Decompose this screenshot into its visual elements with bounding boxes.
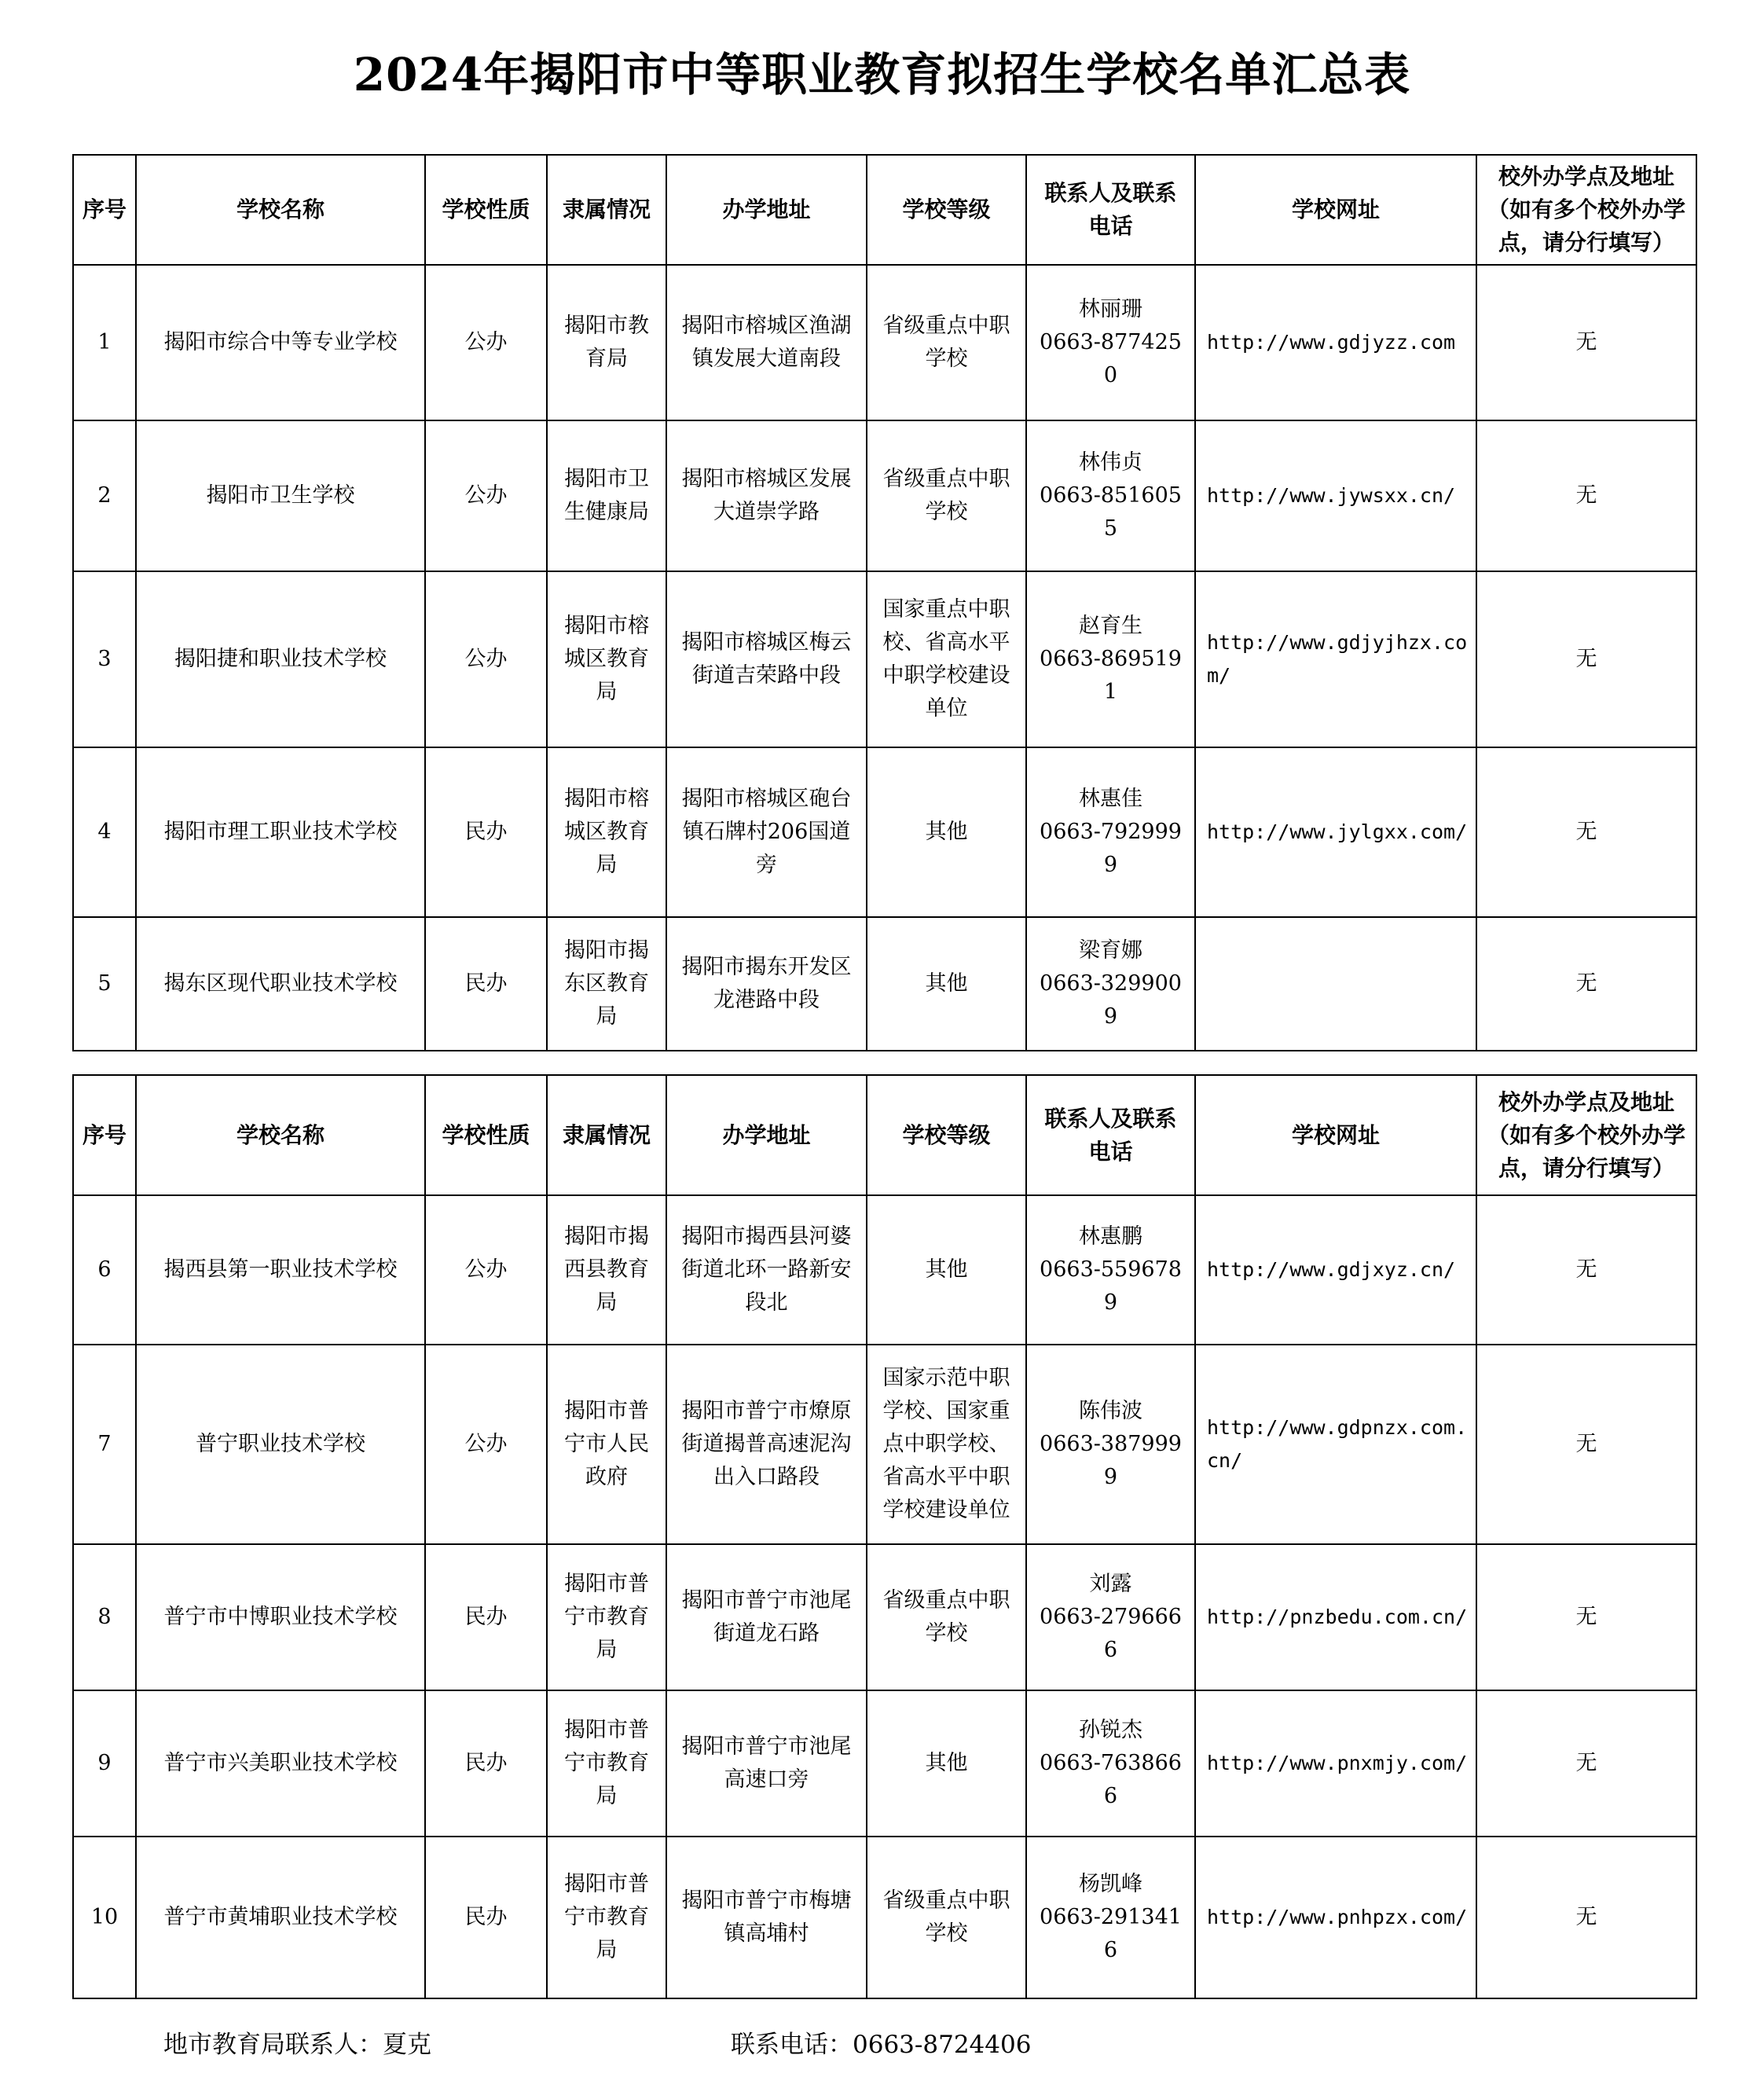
cell-no: 4 <box>73 747 136 917</box>
header-no: 序号 <box>73 155 136 265</box>
table-row <box>73 1345 1696 1544</box>
cell-affiliation: 揭阳市普宁市教育局 <box>547 1690 666 1837</box>
cell-affiliation: 揭阳市榕城区教育局 <box>547 747 666 917</box>
header-grade: 学校等级 <box>867 1075 1026 1195</box>
footer-contact-phone: 联系电话：0663-8724406 <box>731 2031 1032 2059</box>
cell-name: 普宁市中博职业技术学校 <box>136 1544 425 1690</box>
cell-branch: 无 <box>1476 1345 1696 1544</box>
header-nature: 学校性质 <box>425 155 547 265</box>
cell-name: 揭东区现代职业技术学校 <box>136 917 425 1051</box>
cell-branch: 无 <box>1476 747 1696 917</box>
cell-branch: 无 <box>1476 265 1696 420</box>
contact-phone: 0663-7929999 <box>1040 820 1182 877</box>
table-row <box>73 1690 1696 1837</box>
table-row <box>73 747 1696 917</box>
cell-contact <box>1026 917 1195 1051</box>
cell-branch: 无 <box>1476 1837 1696 1998</box>
header-name: 学校名称 <box>136 1075 425 1195</box>
cell-contact <box>1026 571 1195 747</box>
table-row <box>73 1837 1696 1998</box>
cell-website <box>1195 917 1476 1051</box>
cell-no: 6 <box>73 1195 136 1345</box>
cell-branch: 无 <box>1476 1195 1696 1345</box>
contact-phone: 0663-8774250 <box>1040 330 1182 387</box>
table-body-page-2 <box>73 1195 1696 1998</box>
cell-grade: 省级重点中职学校 <box>867 1544 1026 1690</box>
cell-website[interactable]: http://www.gdpnzx.com.cn/ <box>1195 1345 1476 1544</box>
cell-address: 揭阳市普宁市燎原街道揭普高速泥沟出入口路段 <box>666 1345 867 1544</box>
cell-affiliation: 揭阳市榕城区教育局 <box>547 571 666 747</box>
cell-affiliation: 揭阳市教育局 <box>547 265 666 420</box>
contact-name: 林伟贞 <box>1079 450 1142 475</box>
cell-name: 揭西县第一职业技术学校 <box>136 1195 425 1345</box>
cell-nature: 民办 <box>425 917 547 1051</box>
cell-affiliation: 揭阳市普宁市教育局 <box>547 1837 666 1998</box>
cell-address: 揭阳市揭西县河婆街道北环一路新安段北 <box>666 1195 867 1345</box>
cell-nature: 公办 <box>425 420 547 571</box>
cell-name: 普宁市黄埔职业技术学校 <box>136 1837 425 1998</box>
cell-grade: 省级重点中职学校 <box>867 265 1026 420</box>
cell-address: 揭阳市普宁市池尾街道龙石路 <box>666 1544 867 1690</box>
cell-website[interactable]: http://www.gdjxyz.cn/ <box>1195 1195 1476 1345</box>
cell-website[interactable]: http://www.pnxmjy.com/ <box>1195 1690 1476 1837</box>
cell-affiliation: 揭阳市揭东区教育局 <box>547 917 666 1051</box>
contact-name: 孙锐杰 <box>1079 1718 1142 1742</box>
header-contact: 联系人及联系电话 <box>1026 1075 1195 1195</box>
header-branch: 校外办学点及地址（如有多个校外办学点，请分行填写） <box>1476 1075 1696 1195</box>
cell-no: 10 <box>73 1837 136 1998</box>
contact-name: 梁育娜 <box>1079 938 1142 963</box>
cell-nature: 公办 <box>425 1195 547 1345</box>
header-row <box>73 1075 1696 1195</box>
table-body-page-1 <box>73 265 1696 1051</box>
contact-name: 陈伟波 <box>1079 1399 1142 1423</box>
header-website: 学校网址 <box>1195 1075 1476 1195</box>
cell-name: 普宁市兴美职业技术学校 <box>136 1690 425 1837</box>
cell-website[interactable]: http://www.pnhpzx.com/ <box>1195 1837 1476 1998</box>
contact-phone: 0663-7638666 <box>1040 1751 1182 1808</box>
cell-no: 3 <box>73 571 136 747</box>
header-address: 办学地址 <box>666 1075 867 1195</box>
table-row <box>73 1195 1696 1345</box>
cell-contact <box>1026 1195 1195 1345</box>
contact-phone: 0663-5596789 <box>1040 1257 1182 1315</box>
cell-contact <box>1026 747 1195 917</box>
header-row <box>73 155 1696 265</box>
header-grade: 学校等级 <box>867 155 1026 265</box>
cell-grade: 省级重点中职学校 <box>867 420 1026 571</box>
cell-affiliation: 揭阳市揭西县教育局 <box>547 1195 666 1345</box>
cell-affiliation: 揭阳市普宁市人民政府 <box>547 1345 666 1544</box>
contact-phone: 0663-2913416 <box>1040 1905 1182 1962</box>
cell-contact <box>1026 1837 1195 1998</box>
cell-affiliation: 揭阳市普宁市教育局 <box>547 1544 666 1690</box>
header-contact: 联系人及联系电话 <box>1026 155 1195 265</box>
cell-affiliation: 揭阳市卫生健康局 <box>547 420 666 571</box>
contact-name: 林丽珊 <box>1079 297 1142 321</box>
cell-address: 揭阳市榕城区砲台镇石牌村206国道旁 <box>666 747 867 917</box>
cell-grade: 其他 <box>867 1195 1026 1345</box>
cell-name: 揭阳捷和职业技术学校 <box>136 571 425 747</box>
header-branch: 校外办学点及地址（如有多个校外办学点，请分行填写） <box>1476 155 1696 265</box>
cell-address: 揭阳市榕城区梅云街道吉荣路中段 <box>666 571 867 747</box>
contact-name: 杨凯峰 <box>1079 1872 1142 1896</box>
contact-name: 林惠鹏 <box>1079 1224 1142 1249</box>
cell-branch: 无 <box>1476 571 1696 747</box>
cell-address: 揭阳市普宁市梅塘镇高埔村 <box>666 1837 867 1998</box>
header-name: 学校名称 <box>136 155 425 265</box>
cell-website[interactable]: http://www.gdjyjhzx.com/ <box>1195 571 1476 747</box>
table-row <box>73 917 1696 1051</box>
cell-grade: 国家重点中职校、省高水平中职学校建设单位 <box>867 571 1026 747</box>
contact-phone: 0663-8695191 <box>1040 647 1182 704</box>
document-title: 2024年揭阳市中等职业教育拟招生学校名单汇总表 <box>353 48 1411 101</box>
cell-no: 9 <box>73 1690 136 1837</box>
cell-name: 普宁职业技术学校 <box>136 1345 425 1544</box>
cell-name: 揭阳市理工职业技术学校 <box>136 747 425 917</box>
table-row <box>73 420 1696 571</box>
contact-phone: 0663-8516055 <box>1040 483 1182 541</box>
cell-grade: 其他 <box>867 747 1026 917</box>
table-row <box>73 265 1696 420</box>
cell-website[interactable]: http://pnzbedu.com.cn/ <box>1195 1544 1476 1690</box>
contact-name: 林惠佳 <box>1079 787 1142 811</box>
contact-phone: 0663-3879999 <box>1040 1432 1182 1489</box>
school-table-page-1 <box>72 154 1697 1051</box>
cell-website[interactable]: http://www.jylgxx.com/ <box>1195 747 1476 917</box>
header-no: 序号 <box>73 1075 136 1195</box>
contact-phone: 0663-2796666 <box>1040 1605 1182 1662</box>
header-website: 学校网址 <box>1195 155 1476 265</box>
cell-address: 揭阳市揭东开发区龙港路中段 <box>666 917 867 1051</box>
cell-branch: 无 <box>1476 917 1696 1051</box>
cell-nature: 民办 <box>425 747 547 917</box>
footer-contact-person: 地市教育局联系人：夏克 <box>163 2031 431 2059</box>
cell-contact <box>1026 1690 1195 1837</box>
cell-contact <box>1026 1544 1195 1690</box>
header-affiliation: 隶属情况 <box>547 155 666 265</box>
header-nature: 学校性质 <box>425 1075 547 1195</box>
table-row <box>73 571 1696 747</box>
cell-branch: 无 <box>1476 420 1696 571</box>
cell-no: 5 <box>73 917 136 1051</box>
cell-grade: 省级重点中职学校 <box>867 1837 1026 1998</box>
cell-nature: 民办 <box>425 1837 547 1998</box>
cell-branch: 无 <box>1476 1544 1696 1690</box>
cell-no: 8 <box>73 1544 136 1690</box>
cell-nature: 公办 <box>425 1345 547 1544</box>
cell-address: 揭阳市榕城区发展大道崇学路 <box>666 420 867 571</box>
cell-name: 揭阳市卫生学校 <box>136 420 425 571</box>
cell-contact <box>1026 1345 1195 1544</box>
contact-phone: 0663-3299009 <box>1040 971 1182 1029</box>
cell-branch: 无 <box>1476 1690 1696 1837</box>
cell-address: 揭阳市榕城区渔湖镇发展大道南段 <box>666 265 867 420</box>
cell-nature: 民办 <box>425 1690 547 1837</box>
cell-no: 2 <box>73 420 136 571</box>
cell-grade: 其他 <box>867 1690 1026 1837</box>
cell-name: 揭阳市综合中等专业学校 <box>136 265 425 420</box>
contact-name: 赵育生 <box>1079 614 1142 638</box>
cell-website[interactable]: http://www.gdjyzz.com <box>1195 265 1476 420</box>
cell-contact <box>1026 265 1195 420</box>
header-address: 办学地址 <box>666 155 867 265</box>
table-row <box>73 1544 1696 1690</box>
header-affiliation: 隶属情况 <box>547 1075 666 1195</box>
cell-no: 1 <box>73 265 136 420</box>
cell-grade: 国家示范中职学校、国家重点中职学校、省高水平中职学校建设单位 <box>867 1345 1026 1544</box>
cell-nature: 公办 <box>425 265 547 420</box>
cell-nature: 民办 <box>425 1544 547 1690</box>
cell-website[interactable]: http://www.jywsxx.cn/ <box>1195 420 1476 571</box>
school-table-page-2 <box>72 1074 1697 1999</box>
cell-grade: 其他 <box>867 917 1026 1051</box>
cell-address: 揭阳市普宁市池尾高速口旁 <box>666 1690 867 1837</box>
cell-contact <box>1026 420 1195 571</box>
cell-no: 7 <box>73 1345 136 1544</box>
contact-name: 刘露 <box>1089 1572 1132 1596</box>
cell-nature: 公办 <box>425 571 547 747</box>
